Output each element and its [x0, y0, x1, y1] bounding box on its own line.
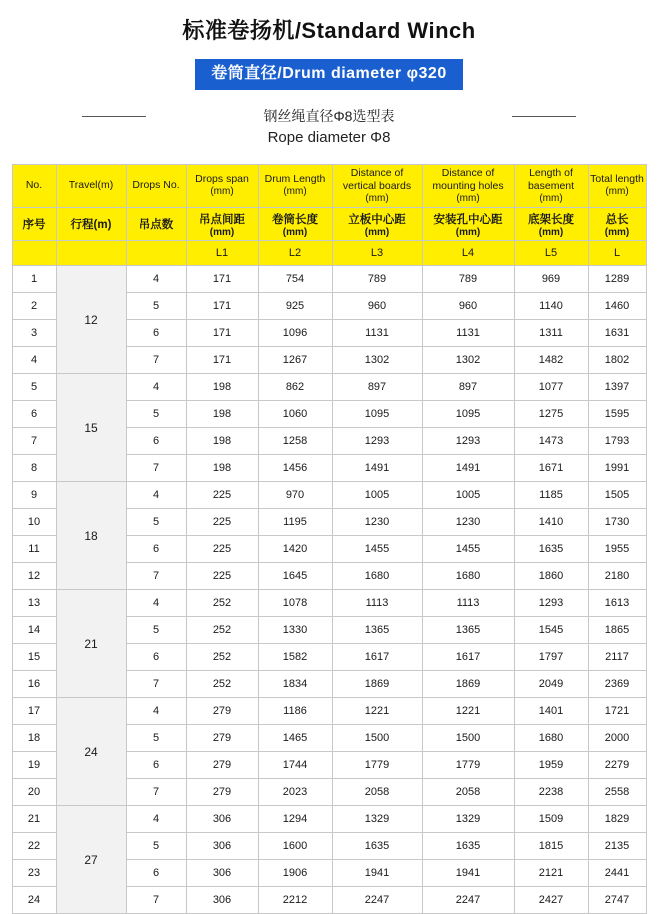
- th-en-drops-no-main: Drops No.: [132, 179, 179, 191]
- cell-basement-length: 1185: [514, 482, 588, 509]
- th-sym-l: L: [588, 241, 646, 266]
- cell-basement-length: 2121: [514, 860, 588, 887]
- cell-total-length: 1721: [588, 698, 646, 725]
- cell-drum-length: 1186: [258, 698, 332, 725]
- cell-mounting-holes: 1131: [422, 320, 514, 347]
- cell-drops-span: 279: [186, 779, 258, 806]
- cell-basement-length: 1860: [514, 563, 588, 590]
- cell-vertical-boards: 1230: [332, 509, 422, 536]
- th-cn-mounting-holes-unit: (mm): [424, 227, 513, 238]
- cell-drops-no: 7: [126, 563, 186, 590]
- cell-drum-length: 1330: [258, 617, 332, 644]
- cell-vertical-boards: 1221: [332, 698, 422, 725]
- cell-vertical-boards: 1869: [332, 671, 422, 698]
- cell-mounting-holes: 1293: [422, 428, 514, 455]
- cell-mounting-holes: 1635: [422, 833, 514, 860]
- cell-drum-length: 2212: [258, 887, 332, 914]
- cell-no: 11: [12, 536, 56, 563]
- cell-no: 18: [12, 725, 56, 752]
- cell-total-length: 2369: [588, 671, 646, 698]
- cell-vertical-boards: 789: [332, 266, 422, 293]
- cell-drum-length: 1195: [258, 509, 332, 536]
- cell-total-length: 1613: [588, 590, 646, 617]
- cell-drops-span: 225: [186, 563, 258, 590]
- th-sym-l5: L5: [514, 241, 588, 266]
- th-cn-mounting-holes: [422, 208, 514, 241]
- rope-diameter-block: [0, 106, 658, 150]
- cell-drops-no: 4: [126, 806, 186, 833]
- cell-drops-no: 7: [126, 887, 186, 914]
- cell-drops-span: 252: [186, 671, 258, 698]
- th-en-total-length-unit: (mm): [590, 186, 645, 199]
- cell-mounting-holes: 1617: [422, 644, 514, 671]
- cell-drops-span: 198: [186, 428, 258, 455]
- th-en-travel-main: Travel(m): [69, 179, 114, 191]
- th-cn-vertical-boards: [332, 208, 422, 241]
- th-cn-no: [12, 208, 56, 241]
- cell-no: 2: [12, 293, 56, 320]
- cell-drops-no: 5: [126, 293, 186, 320]
- cell-drops-span: 171: [186, 320, 258, 347]
- cell-drops-no: 4: [126, 374, 186, 401]
- cell-vertical-boards: 1617: [332, 644, 422, 671]
- cell-vertical-boards: 1005: [332, 482, 422, 509]
- cell-drum-length: 1744: [258, 752, 332, 779]
- cell-no: 14: [12, 617, 56, 644]
- cell-drum-length: 1078: [258, 590, 332, 617]
- cell-drops-no: 7: [126, 779, 186, 806]
- cell-no: 19: [12, 752, 56, 779]
- cell-vertical-boards: 2058: [332, 779, 422, 806]
- cell-drops-no: 4: [126, 482, 186, 509]
- cell-no: 6: [12, 401, 56, 428]
- cell-drops-no: 5: [126, 509, 186, 536]
- th-cn-basement-length: [514, 208, 588, 241]
- th-en-mounting-holes-unit: (mm): [424, 193, 513, 206]
- cell-mounting-holes: 1230: [422, 509, 514, 536]
- cell-no: 12: [12, 563, 56, 590]
- cell-vertical-boards: 1302: [332, 347, 422, 374]
- cell-drum-length: 1645: [258, 563, 332, 590]
- cell-total-length: 1631: [588, 320, 646, 347]
- cell-drum-length: 1096: [258, 320, 332, 347]
- cell-no: 10: [12, 509, 56, 536]
- cell-drops-span: 198: [186, 374, 258, 401]
- cell-no: 17: [12, 698, 56, 725]
- cell-no: 16: [12, 671, 56, 698]
- th-sym-drops-no: [126, 241, 186, 266]
- th-cn-drum-length-main: 卷筒长度: [272, 214, 318, 226]
- cell-drum-length: 862: [258, 374, 332, 401]
- cell-drops-span: 306: [186, 860, 258, 887]
- cell-basement-length: 1140: [514, 293, 588, 320]
- cell-drops-span: 171: [186, 266, 258, 293]
- th-en-total-length-main: Total length: [590, 173, 644, 185]
- cell-basement-length: 1482: [514, 347, 588, 374]
- th-cn-travel: [56, 208, 126, 241]
- th-cn-total-length: [588, 208, 646, 241]
- cell-total-length: 1793: [588, 428, 646, 455]
- cell-no: 24: [12, 887, 56, 914]
- cell-travel: 21: [56, 590, 126, 698]
- cell-vertical-boards: 1329: [332, 806, 422, 833]
- cell-mounting-holes: 1113: [422, 590, 514, 617]
- cell-vertical-boards: 897: [332, 374, 422, 401]
- th-en-basement-length-unit: (mm): [516, 193, 587, 206]
- table-row: [12, 590, 646, 617]
- th-en-no: [12, 164, 56, 208]
- cell-drops-no: 5: [126, 833, 186, 860]
- th-en-drops-no: [126, 164, 186, 208]
- cell-total-length: 1802: [588, 347, 646, 374]
- cell-drops-no: 6: [126, 644, 186, 671]
- cell-total-length: 1397: [588, 374, 646, 401]
- cell-mounting-holes: 1869: [422, 671, 514, 698]
- cell-drops-span: 252: [186, 617, 258, 644]
- cell-total-length: 1865: [588, 617, 646, 644]
- th-sym-l3: L3: [332, 241, 422, 266]
- cell-mounting-holes: 1005: [422, 482, 514, 509]
- cell-vertical-boards: 1941: [332, 860, 422, 887]
- cell-travel: 24: [56, 698, 126, 806]
- cell-no: 1: [12, 266, 56, 293]
- cell-no: 20: [12, 779, 56, 806]
- cell-basement-length: 969: [514, 266, 588, 293]
- cell-drum-length: 1294: [258, 806, 332, 833]
- cell-basement-length: 1959: [514, 752, 588, 779]
- cell-drum-length: 1267: [258, 347, 332, 374]
- cell-drops-no: 7: [126, 671, 186, 698]
- cell-drops-no: 4: [126, 266, 186, 293]
- cell-mounting-holes: 1365: [422, 617, 514, 644]
- th-cn-total-length-main: 总长: [606, 214, 629, 226]
- cell-vertical-boards: 1779: [332, 752, 422, 779]
- th-en-no-main: No.: [26, 179, 42, 191]
- th-en-travel: [56, 164, 126, 208]
- cell-no: 3: [12, 320, 56, 347]
- cell-basement-length: 1077: [514, 374, 588, 401]
- cell-basement-length: 1275: [514, 401, 588, 428]
- cell-basement-length: 1635: [514, 536, 588, 563]
- cell-drum-length: 1465: [258, 725, 332, 752]
- specification-table: [12, 164, 647, 914]
- cell-drum-length: 1906: [258, 860, 332, 887]
- th-cn-drum-length: [258, 208, 332, 241]
- th-sym-no: [12, 241, 56, 266]
- th-en-basement-length-main: Length of basement: [528, 167, 574, 192]
- cell-mounting-holes: 1500: [422, 725, 514, 752]
- th-cn-drops-span-main: 吊点间距: [199, 214, 245, 226]
- cell-basement-length: 1473: [514, 428, 588, 455]
- cell-drops-no: 5: [126, 725, 186, 752]
- cell-total-length: 2279: [588, 752, 646, 779]
- drum-diameter-badge-wrap: [0, 59, 658, 90]
- th-cn-drops-no: [126, 208, 186, 241]
- drum-diameter-badge: 卷筒直径/Drum diameter φ320: [195, 59, 462, 90]
- th-cn-travel-main: 行程(m): [71, 219, 112, 231]
- cell-mounting-holes: 960: [422, 293, 514, 320]
- th-en-mounting-holes-main: Distance of mounting holes: [432, 167, 503, 192]
- rope-selection-table-label-cn: 钢丝绳直径Φ8选型表: [0, 106, 658, 127]
- cell-mounting-holes: 1491: [422, 455, 514, 482]
- cell-mounting-holes: 2247: [422, 887, 514, 914]
- th-sym-travel: [56, 241, 126, 266]
- cell-basement-length: 1680: [514, 725, 588, 752]
- th-en-drum-length: [258, 164, 332, 208]
- cell-total-length: 1829: [588, 806, 646, 833]
- th-en-basement-length: [514, 164, 588, 208]
- cell-drops-no: 6: [126, 320, 186, 347]
- cell-vertical-boards: 1365: [332, 617, 422, 644]
- cell-drum-length: 925: [258, 293, 332, 320]
- cell-total-length: 1991: [588, 455, 646, 482]
- cell-drops-no: 5: [126, 401, 186, 428]
- cell-vertical-boards: 1491: [332, 455, 422, 482]
- th-cn-mounting-holes-main: 安装孔中心距: [434, 214, 503, 226]
- cell-drops-span: 171: [186, 347, 258, 374]
- cell-total-length: 2441: [588, 860, 646, 887]
- cell-travel: 27: [56, 806, 126, 914]
- cell-drops-span: 306: [186, 887, 258, 914]
- cell-total-length: 1955: [588, 536, 646, 563]
- cell-basement-length: 1671: [514, 455, 588, 482]
- cell-vertical-boards: 1635: [332, 833, 422, 860]
- cell-drum-length: 1582: [258, 644, 332, 671]
- cell-total-length: 1289: [588, 266, 646, 293]
- th-en-total-length: [588, 164, 646, 208]
- cell-travel: 15: [56, 374, 126, 482]
- header-row-chinese: [12, 208, 646, 241]
- cell-travel: 12: [56, 266, 126, 374]
- cell-mounting-holes: 789: [422, 266, 514, 293]
- cell-travel: 18: [56, 482, 126, 590]
- cell-basement-length: 2238: [514, 779, 588, 806]
- cell-drops-span: 198: [186, 401, 258, 428]
- th-en-drops-span-main: Drops span: [195, 173, 249, 185]
- cell-drum-length: 1420: [258, 536, 332, 563]
- th-en-vertical-boards-unit: (mm): [334, 193, 421, 206]
- cell-total-length: 2117: [588, 644, 646, 671]
- th-en-drum-length-unit: (mm): [260, 186, 331, 199]
- cell-mounting-holes: 2058: [422, 779, 514, 806]
- cell-no: 5: [12, 374, 56, 401]
- cell-total-length: 1505: [588, 482, 646, 509]
- cell-mounting-holes: 897: [422, 374, 514, 401]
- th-cn-vertical-boards-unit: (mm): [334, 227, 421, 238]
- cell-drops-span: 279: [186, 752, 258, 779]
- cell-drops-no: 6: [126, 752, 186, 779]
- cell-basement-length: 1311: [514, 320, 588, 347]
- cell-basement-length: 1815: [514, 833, 588, 860]
- cell-drum-length: 2023: [258, 779, 332, 806]
- cell-mounting-holes: 1302: [422, 347, 514, 374]
- th-en-drops-span-unit: (mm): [188, 186, 257, 199]
- th-cn-basement-length-main: 底架长度: [528, 214, 574, 226]
- cell-no: 9: [12, 482, 56, 509]
- cell-total-length: 2180: [588, 563, 646, 590]
- cell-drops-span: 279: [186, 725, 258, 752]
- cell-total-length: 2000: [588, 725, 646, 752]
- cell-mounting-holes: 1779: [422, 752, 514, 779]
- th-en-drum-length-main: Drum Length: [265, 173, 326, 185]
- cell-no: 15: [12, 644, 56, 671]
- cell-mounting-holes: 1221: [422, 698, 514, 725]
- cell-drops-no: 7: [126, 347, 186, 374]
- cell-mounting-holes: 1329: [422, 806, 514, 833]
- cell-no: 7: [12, 428, 56, 455]
- th-en-vertical-boards-main: Distance of vertical boards: [343, 167, 411, 192]
- header-row-english: [12, 164, 646, 208]
- cell-drum-length: 970: [258, 482, 332, 509]
- cell-vertical-boards: 1293: [332, 428, 422, 455]
- cell-mounting-holes: 1455: [422, 536, 514, 563]
- table-body: [12, 266, 646, 914]
- cell-drum-length: 1258: [258, 428, 332, 455]
- cell-vertical-boards: 1113: [332, 590, 422, 617]
- cell-drops-no: 7: [126, 455, 186, 482]
- table-head: [12, 164, 646, 266]
- cell-no: 21: [12, 806, 56, 833]
- cell-drops-no: 4: [126, 698, 186, 725]
- th-sym-l2: L2: [258, 241, 332, 266]
- th-en-vertical-boards: [332, 164, 422, 208]
- cell-vertical-boards: 1455: [332, 536, 422, 563]
- page-title: 标准卷扬机/Standard Winch: [0, 0, 658, 45]
- cell-no: 8: [12, 455, 56, 482]
- cell-vertical-boards: 1680: [332, 563, 422, 590]
- cell-mounting-holes: 1680: [422, 563, 514, 590]
- cell-drops-span: 279: [186, 698, 258, 725]
- cell-drops-span: 252: [186, 644, 258, 671]
- rule-line-left: [82, 116, 146, 117]
- cell-vertical-boards: 960: [332, 293, 422, 320]
- table-row: [12, 266, 646, 293]
- cell-basement-length: 2427: [514, 887, 588, 914]
- cell-drops-span: 225: [186, 509, 258, 536]
- th-cn-no-main: 序号: [23, 219, 46, 231]
- cell-drops-span: 198: [186, 455, 258, 482]
- th-en-mounting-holes: [422, 164, 514, 208]
- table-row: [12, 482, 646, 509]
- cell-drops-no: 6: [126, 536, 186, 563]
- cell-drops-span: 225: [186, 536, 258, 563]
- th-cn-drops-span: [186, 208, 258, 241]
- cell-no: 4: [12, 347, 56, 374]
- cell-drops-no: 5: [126, 617, 186, 644]
- cell-basement-length: 2049: [514, 671, 588, 698]
- cell-vertical-boards: 1095: [332, 401, 422, 428]
- th-cn-drops-span-unit: (mm): [188, 227, 257, 238]
- table-row: [12, 806, 646, 833]
- rule-line-right: [512, 116, 576, 117]
- cell-basement-length: 1401: [514, 698, 588, 725]
- cell-no: 13: [12, 590, 56, 617]
- cell-total-length: 1730: [588, 509, 646, 536]
- cell-drum-length: 1060: [258, 401, 332, 428]
- cell-drops-span: 225: [186, 482, 258, 509]
- cell-total-length: 1460: [588, 293, 646, 320]
- cell-mounting-holes: 1095: [422, 401, 514, 428]
- cell-drops-no: 6: [126, 428, 186, 455]
- cell-no: 22: [12, 833, 56, 860]
- cell-drum-length: 1600: [258, 833, 332, 860]
- cell-drops-no: 4: [126, 590, 186, 617]
- cell-drops-span: 171: [186, 293, 258, 320]
- cell-total-length: 2747: [588, 887, 646, 914]
- cell-drops-span: 252: [186, 590, 258, 617]
- th-en-drops-span: [186, 164, 258, 208]
- cell-total-length: 2558: [588, 779, 646, 806]
- th-cn-basement-length-unit: (mm): [516, 227, 587, 238]
- cell-total-length: 2135: [588, 833, 646, 860]
- cell-basement-length: 1545: [514, 617, 588, 644]
- rope-selection-table-label-en: Rope diameter Φ8: [0, 127, 658, 150]
- th-sym-l1: L1: [186, 241, 258, 266]
- cell-basement-length: 1509: [514, 806, 588, 833]
- th-cn-vertical-boards-main: 立板中心距: [348, 214, 406, 226]
- header-row-symbols: [12, 241, 646, 266]
- cell-drum-length: 1834: [258, 671, 332, 698]
- cell-drum-length: 754: [258, 266, 332, 293]
- th-cn-drops-no-main: 吊点数: [139, 219, 174, 231]
- cell-drum-length: 1456: [258, 455, 332, 482]
- cell-vertical-boards: 1131: [332, 320, 422, 347]
- cell-total-length: 1595: [588, 401, 646, 428]
- cell-basement-length: 1797: [514, 644, 588, 671]
- table-row: [12, 374, 646, 401]
- cell-vertical-boards: 2247: [332, 887, 422, 914]
- cell-basement-length: 1293: [514, 590, 588, 617]
- th-cn-total-length-unit: (mm): [590, 227, 645, 238]
- cell-basement-length: 1410: [514, 509, 588, 536]
- cell-vertical-boards: 1500: [332, 725, 422, 752]
- cell-drops-no: 6: [126, 860, 186, 887]
- cell-no: 23: [12, 860, 56, 887]
- th-cn-drum-length-unit: (mm): [260, 227, 331, 238]
- cell-drops-span: 306: [186, 806, 258, 833]
- cell-mounting-holes: 1941: [422, 860, 514, 887]
- cell-drops-span: 306: [186, 833, 258, 860]
- th-sym-l4: L4: [422, 241, 514, 266]
- table-row: [12, 698, 646, 725]
